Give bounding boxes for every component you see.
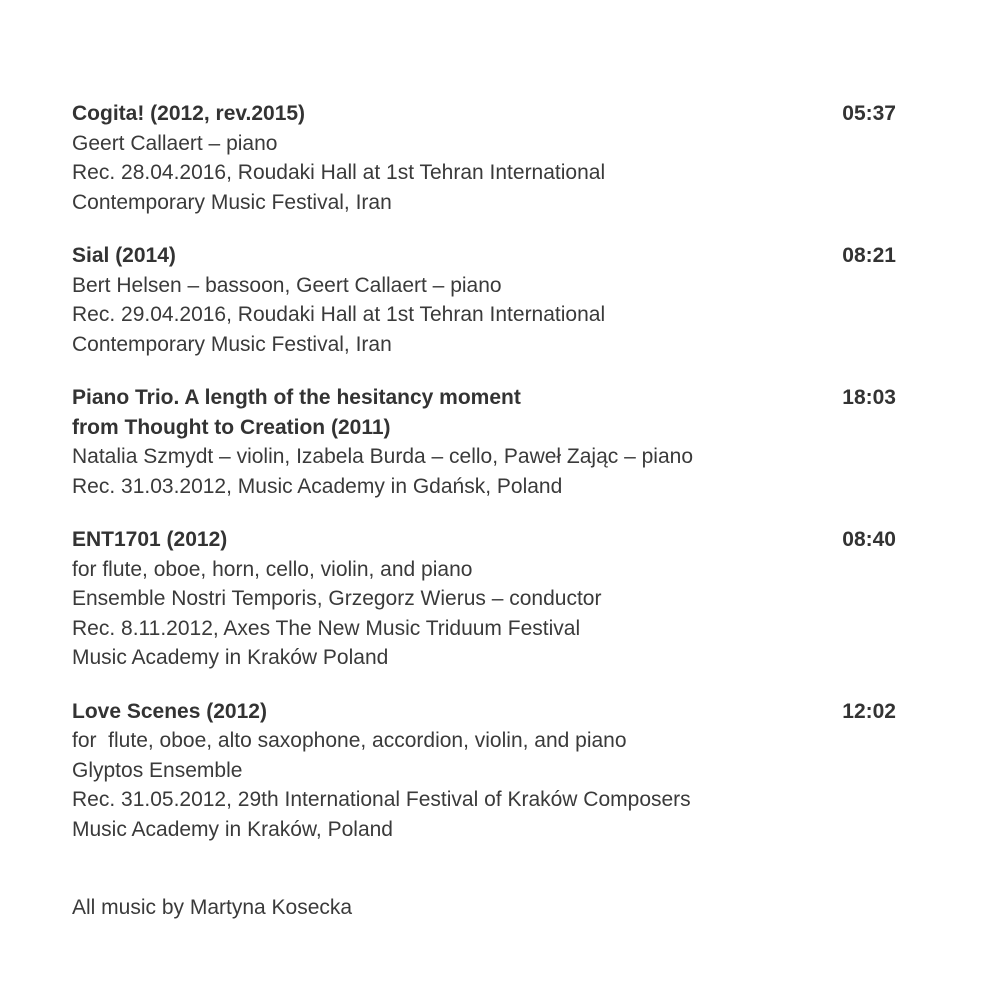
track-duration: 05:37 <box>842 102 896 125</box>
track-title-line: Piano Trio. A length of the hesitancy moment <box>72 386 521 409</box>
track-title-line: Love Scenes (2012) <box>72 699 267 723</box>
track-title-line: Cogita! (2012, rev.2015) <box>72 102 306 125</box>
composer-credit: All music by Martyna Kosecka <box>72 896 353 919</box>
track-recording-info: Music Academy in Kraków, Poland <box>72 817 393 841</box>
track-performers: Geert Callaert – piano <box>72 131 278 155</box>
track-recording-info: Contemporary Music Festival, Iran <box>72 190 392 214</box>
track-recording-info: Rec. 29.04.2016, Roudaki Hall at 1st Tehran International <box>72 303 606 326</box>
track-duration: 08:40 <box>842 528 896 551</box>
track-title-line: from Thought to Creation (2011) <box>72 415 391 439</box>
track-ent1701 <box>72 525 898 673</box>
track-duration: 18:03 <box>842 386 896 409</box>
track-performers: Natalia Szmydt – violin, Izabela Burda – cello, Paweł Zając – piano <box>72 445 693 468</box>
track-title <box>72 99 792 129</box>
track-cogita <box>72 99 898 217</box>
track-performers: Ensemble Nostri Temporis, Grzegorz Wierus – conductor <box>72 587 602 610</box>
track-instrumentation: for flute, oboe, horn, cello, violin, and piano <box>72 557 473 581</box>
track-piano-trio <box>72 383 898 501</box>
track-love-scenes <box>72 697 898 845</box>
track-title <box>72 383 792 442</box>
track-duration: 12:02 <box>842 699 896 723</box>
track-title-line: ENT1701 (2012) <box>72 528 228 551</box>
track-recording-info: Rec. 28.04.2016, Roudaki Hall at 1st Tehran International <box>72 161 606 184</box>
track-recording-info: Music Academy in Kraków Poland <box>72 646 389 669</box>
track-recording-info: Contemporary Music Festival, Iran <box>72 332 392 356</box>
track-instrumentation: for flute, oboe, alto saxophone, accordion, violin, and piano <box>72 729 627 752</box>
track-title <box>72 241 792 271</box>
track-title <box>72 697 792 727</box>
track-title-line: Sial (2014) <box>72 244 176 267</box>
track-performers: Bert Helsen – bassoon, Geert Callaert – piano <box>72 273 502 297</box>
track-list <box>72 99 898 868</box>
track-recording-info: Rec. 31.05.2012, 29th International Festival of Kraków Composers <box>72 788 691 811</box>
track-sial <box>72 241 898 359</box>
track-recording-info: Rec. 31.03.2012, Music Academy in Gdańsk, Poland <box>72 474 563 498</box>
track-duration: 08:21 <box>842 244 896 267</box>
track-title <box>72 525 792 555</box>
track-performers: Glyptos Ensemble <box>72 758 243 782</box>
track-recording-info: Rec. 8.11.2012, Axes The New Music Triduum Festival <box>72 616 581 640</box>
